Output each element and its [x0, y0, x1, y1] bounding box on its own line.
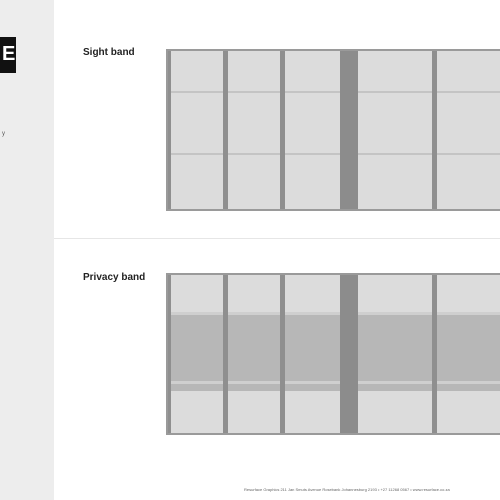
sight-band-title: Sight band	[83, 47, 135, 58]
privacy-band-title: Privacy band	[83, 272, 146, 283]
logo-letter: E	[2, 43, 15, 65]
privacy-band-illustration	[166, 273, 500, 435]
privacy-band-frame	[166, 273, 500, 435]
footer-contact: Resurface Graphics 211 Jan Smuts Avenue Rosebank Johannesburg 2193 • +27 11268 0567 • www.resurface.co.za	[244, 487, 450, 492]
main-content	[54, 0, 500, 500]
section-divider	[54, 238, 500, 239]
sight-band-frame	[166, 49, 500, 211]
sight-band-illustration	[166, 49, 500, 211]
sidebar-caption: y	[2, 131, 5, 137]
sidebar	[0, 0, 54, 500]
brand-logo[interactable]	[0, 37, 16, 73]
